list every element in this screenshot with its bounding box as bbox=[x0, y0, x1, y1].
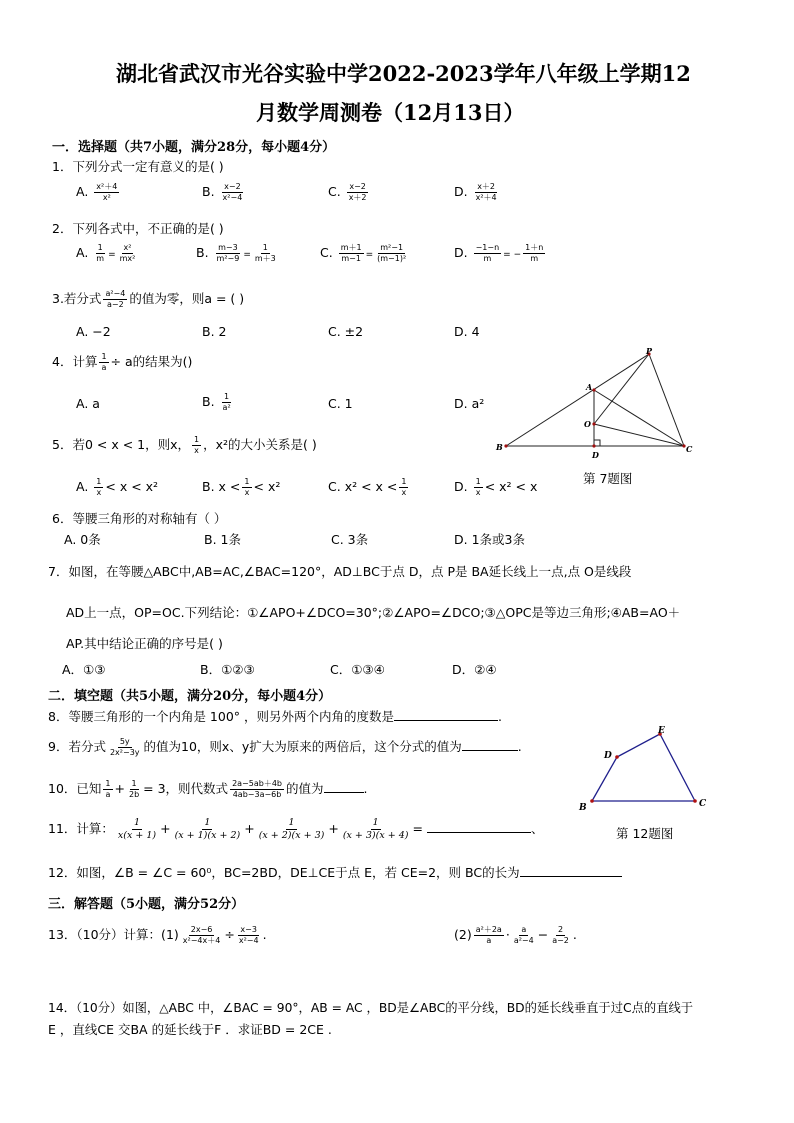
question-7-line-3: AP.其中结论正确的序号是( ) bbox=[66, 636, 223, 651]
answer-blank[interactable] bbox=[394, 710, 498, 721]
question-7-option-d: D．②④ bbox=[452, 662, 497, 677]
label-e: E bbox=[658, 726, 665, 736]
question-1-option-a: A. $\frac{\text{x²＋4}}{\text{x²}}$ bbox=[76, 182, 118, 202]
label-c: C bbox=[699, 799, 707, 809]
question-6-option-a: A. 0条 bbox=[64, 532, 101, 547]
label-b: B bbox=[496, 442, 503, 452]
question-5-stem: 5．若0 < x < 1，则x， $\frac{1}{x}$ ，x²的大小关系是( ) bbox=[52, 435, 317, 455]
question-4-stem: 4．计算 $\frac{1}{a}$ ÷ a的结果为() bbox=[52, 352, 193, 372]
segment-oc bbox=[594, 424, 684, 446]
label-o: O bbox=[584, 419, 591, 429]
question-11: 11．计算： $\frac{1}{x(x + 1)}$ + $\frac{1}{(x + 1)(x + 2)}$ + $\frac{1}{(x + 2)(x + 3)}$ + $\frac{1}{(x + 3)(x + 4)}$ = 、 bbox=[48, 817, 544, 841]
question-12: 12．如图，∠B = ∠C = 60⁰，BC=2BD，DE⊥CE于点 E，若 CE=2，则 BC的长为 bbox=[48, 863, 622, 881]
question-4-option-d: D. a² bbox=[454, 396, 485, 411]
question-6-option-c: C. 3条 bbox=[331, 532, 369, 547]
question-2-option-d: D. $\frac{-1-n}{m}$ = − $\frac{1+n}{m}$ bbox=[454, 243, 544, 263]
figure-7-diagram bbox=[486, 346, 706, 462]
point-d bbox=[592, 444, 595, 447]
question-13-part-2: (2) $\frac{\text{a²＋2a}}{a}$ · $\frac{a}{\text{a²−4}}$ − $\frac{2}{a-2}$ . bbox=[454, 925, 577, 945]
question-1-stem: 1．下列分式一定有意义的是( ) bbox=[52, 159, 224, 174]
question-7-line-2: AD上一点，OP=OC.下列结论：①∠APO+∠DCO=30°;②∠APO=∠DCO;③△OPC是等边三角形;④AB=AO＋ bbox=[66, 605, 681, 620]
section-choice-heading: 一．选择题（共7小题，满分28分，每小题4分） bbox=[52, 140, 336, 155]
label-b: B bbox=[579, 803, 587, 812]
question-14-line-2: E ，直线CE 交BA 的延长线于F ．求证BD = 2CE . bbox=[48, 1022, 332, 1037]
segment-de bbox=[617, 734, 660, 757]
label-d: D bbox=[604, 751, 612, 761]
question-14-line-1: 14．（10分）如图，△ABC 中，∠BAC = 90°，AB = AC ，BD是∠ABC的平分线，BD的延长线垂直于过C点的直线于 bbox=[48, 1001, 694, 1015]
segment-ac bbox=[594, 390, 684, 446]
question-3-option-a: A. −2 bbox=[76, 324, 111, 339]
question-4-option-b: B. $\frac{1}{\text{a²}}$ bbox=[202, 392, 231, 412]
answer-blank[interactable] bbox=[427, 822, 531, 833]
section-fill-heading: 二．填空题（共5小题，满分20分，每小题4分） bbox=[48, 689, 332, 704]
question-2-option-c: C. $\frac{m+1}{m-1}$ = $\frac{\text{m²−1}}{\text{(m−1)²}}$ bbox=[320, 243, 407, 263]
figure-12-caption: 第 12题图 bbox=[616, 826, 674, 841]
section-solution-heading: 三．解答题（5小题，满分52分） bbox=[48, 897, 245, 912]
point-d bbox=[615, 755, 619, 759]
label-p: P bbox=[646, 346, 653, 356]
question-2-option-a: A. $\frac{1}{m}$ = $\frac{\text{x²}}{\text{mx²}}$ bbox=[76, 243, 136, 263]
point-o bbox=[592, 422, 595, 425]
answer-blank[interactable] bbox=[462, 740, 518, 751]
label-d: D bbox=[592, 450, 599, 460]
question-3-option-c: C. ±2 bbox=[328, 324, 364, 339]
question-2-stem: 2．下列各式中，不正确的是( ) bbox=[52, 221, 224, 236]
question-7-line-1: 7．如图，在等腰△ABC中,AB=AC,∠BAC=120°，AD⊥BC于点 D，点 P是 BA延长线上一点,点 O是线段 bbox=[48, 564, 632, 579]
segment-bd bbox=[592, 757, 617, 801]
question-4-option-c: C. 1 bbox=[328, 396, 353, 411]
segment-op bbox=[594, 354, 649, 424]
point-c bbox=[693, 799, 697, 803]
page-title-line-1: 湖北省武汉市光谷实验中学2022-2023学年八年级上学期12 bbox=[116, 61, 691, 86]
question-10: 10．已知 $\frac{1}{a}$ + $\frac{1}{2b}$ = 3，则代数式 $\frac{2a-5ab+4b}{4ab-3a-6b}$ 的值为 . bbox=[48, 779, 368, 799]
question-6-option-b: B. 1条 bbox=[204, 532, 241, 547]
question-9: 9．若分式 $\frac{5y}{\text{2x²−3y}}$ 的值为10，则x、y扩大为原来的两倍后，这个分式的值为 . bbox=[48, 737, 522, 757]
question-3-stem: 3.若分式 $\frac{\text{a²−4}}{a-2}$ 的值为零，则a = ( ) bbox=[52, 289, 245, 309]
page-title-line-2: 月数学周测卷（12月13日） bbox=[256, 100, 525, 125]
figure-12-diagram bbox=[576, 724, 716, 812]
question-5-option-b: B. x < $\frac{1}{x}$ < x² bbox=[202, 477, 281, 497]
question-6-option-d: D. 1条或3条 bbox=[454, 532, 525, 547]
question-1-option-c: C. $\frac{x-2}{x+2}$ bbox=[328, 182, 367, 202]
answer-blank[interactable] bbox=[520, 866, 622, 877]
question-7-option-b: B．①②③ bbox=[200, 662, 255, 677]
question-7-option-a: A．①③ bbox=[62, 662, 106, 677]
question-1-option-b: B. $\frac{x-2}{\text{x²−4}}$ bbox=[202, 182, 243, 202]
question-6-stem: 6．等腰三角形的对称轴有（ ） bbox=[52, 511, 227, 526]
question-3-option-b: B. 2 bbox=[202, 324, 227, 339]
point-b bbox=[504, 444, 507, 447]
point-b bbox=[590, 799, 594, 803]
question-5-option-c: C. x² < x < $\frac{1}{x}$ bbox=[328, 477, 407, 497]
question-4-option-a: A. a bbox=[76, 396, 100, 411]
point-a bbox=[592, 388, 595, 391]
question-5-option-a: A. $\frac{1}{x}$ < x < x² bbox=[76, 477, 159, 497]
segment-pc bbox=[649, 354, 684, 446]
question-8: 8．等腰三角形的一个内角是 100° ，则另外两个内角的度数是 . bbox=[48, 709, 502, 724]
question-13-part-1: 13．（10分）计算：(1) $\frac{2x-6}{\text{x²−4x＋4}}$ ÷ $\frac{x-3}{\text{x²−4}}$ . bbox=[48, 925, 267, 945]
question-7-option-c: C．①③④ bbox=[330, 662, 385, 677]
question-5-option-d: D. $\frac{1}{x}$ < x² < x bbox=[454, 477, 538, 497]
label-c: C bbox=[686, 444, 693, 454]
answer-blank[interactable] bbox=[324, 782, 364, 793]
question-3-option-d: D. 4 bbox=[454, 324, 480, 339]
question-1-option-d: D. $\frac{x+2}{\text{x²＋4}}$ bbox=[454, 182, 497, 202]
label-a: A bbox=[586, 382, 593, 392]
figure-7-caption: 第 7题图 bbox=[583, 471, 633, 486]
question-2-option-b: B. $\frac{m-3}{\text{m²−9}}$ = $\frac{1}{m+3}$ bbox=[196, 243, 276, 263]
segment-ec bbox=[660, 734, 695, 801]
